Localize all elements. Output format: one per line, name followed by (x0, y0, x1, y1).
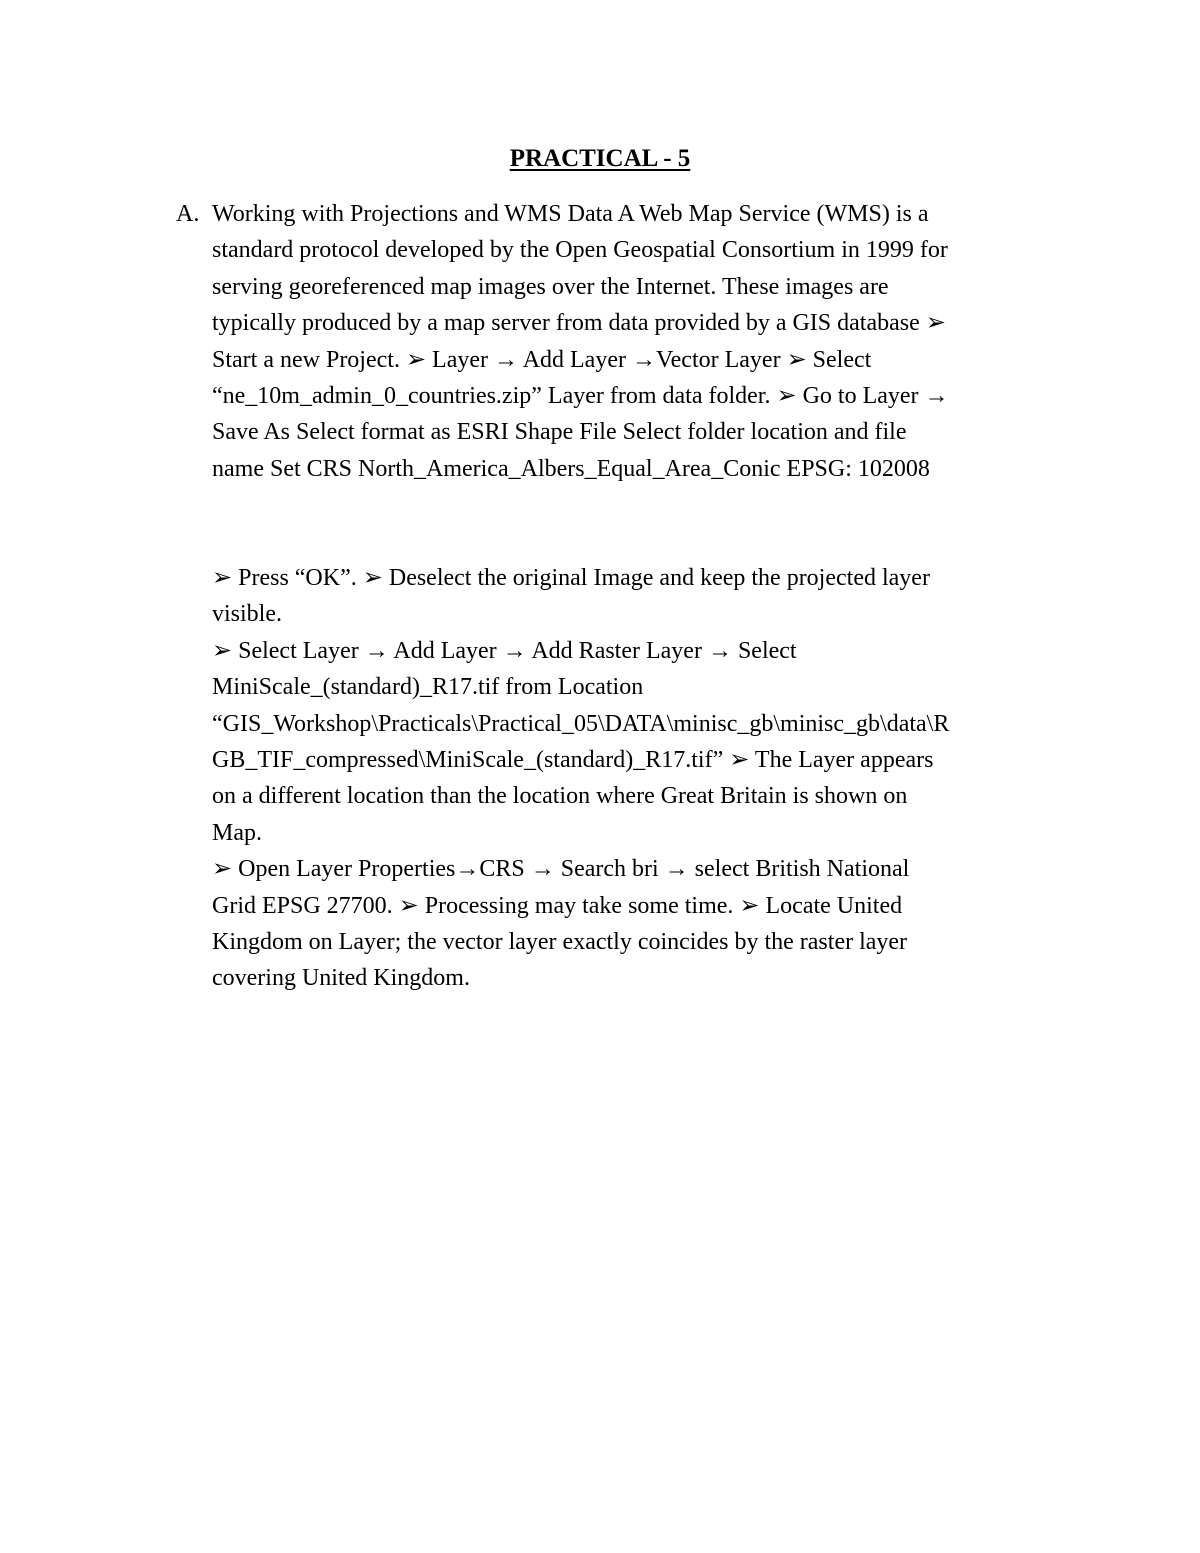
step-line: ➢ Select Layer → Add Layer → Add Raster Layer → Select (212, 637, 797, 664)
steps-block (212, 560, 1066, 997)
step-line: Grid EPSG 27700. ➢ Processing may take some time. ➢ Locate United (212, 892, 903, 919)
section-a-line: Start a new Project. ➢ Layer → Add Layer →Vector Layer ➢ Select (212, 346, 872, 373)
step-line: visible. (212, 601, 282, 628)
step-line: Map. (212, 819, 262, 846)
section-a-line: serving georeferenced map images over the Internet. These images are (212, 273, 889, 300)
section-a-line: “ne_10m_admin_0_countries.zip” Layer from data folder. ➢ Go to Layer → (212, 383, 949, 410)
section-a-line: standard protocol developed by the Open Geospatial Consortium in 1999 for (212, 237, 948, 264)
step-line: ➢ Open Layer Properties→CRS → Search bri → select British National (212, 856, 910, 883)
step-line: Kingdom on Layer; the vector layer exactly coincides by the raster layer (212, 929, 908, 956)
section-a-line: Save As Select format as ESRI Shape File Select folder location and file (212, 419, 907, 446)
section-a-line: typically produced by a map server from data provided by a GIS database ➢ (212, 310, 946, 337)
step-line: ➢ Press “OK”. ➢ Deselect the original Image and keep the projected layer (212, 565, 930, 591)
section-a (176, 196, 1066, 487)
section-a-label: A. (176, 201, 200, 227)
step-line: on a different location than the location where Great Britain is shown on (212, 783, 908, 810)
step-line: “GIS_Workshop\Practicals\Practical_05\DATA\minisc_gb\minisc_gb\data\R (212, 710, 950, 737)
section-a-line: Working with Projections and WMS Data A Web Map Service (WMS) is a (212, 201, 929, 227)
step-line: MiniScale_(standard)_R17.tif from Location (212, 674, 644, 701)
step-line: GB_TIF_compressed\MiniScale_(standard)_R17.tif” ➢ The Layer appears (212, 747, 934, 774)
section-a-body (212, 196, 1066, 487)
step-line: covering United Kingdom. (212, 965, 470, 992)
page-title: PRACTICAL - 5 (509, 145, 691, 172)
section-a-line: name Set CRS North_America_Albers_Equal_Area_Conic EPSG: 102008 (212, 455, 930, 482)
